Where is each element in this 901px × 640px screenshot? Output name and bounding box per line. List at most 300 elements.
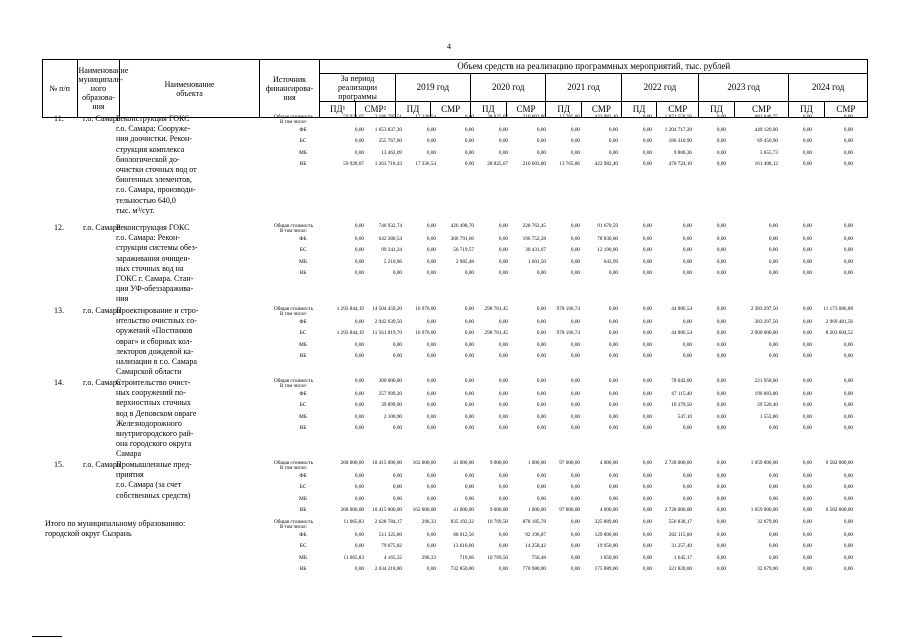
amount-cell: 0,00 [392,495,402,502]
amount-cell: 0,00 [498,247,508,254]
amount-cell: 0,00 [498,235,508,242]
amount-cell: 0,00 [354,149,364,156]
funding-source-label [274,460,332,472]
amount-cell: 0,00 [642,306,652,312]
amount-cell: 10 379,50 [671,402,692,409]
amount-cell: 255 767,80 [378,138,402,145]
amount-cell: 0,00 [354,247,364,254]
object-name-line: струкция системы обез- [116,243,198,253]
amount-cell: 0,00 [768,341,778,348]
amount-cell: 13 765,86 [559,114,580,120]
amount-cell: 0,00 [716,554,726,561]
object-name-line: Строительство очист- [116,378,191,387]
amount-cell: 0,00 [426,402,436,409]
funding-source-label [274,259,332,265]
amount-cell: 0,00 [843,247,853,254]
amount-cell: 0,00 [716,126,726,133]
amount-cell: 0,00 [716,413,726,420]
funding-source-text: Общая стоимость [274,306,314,312]
amount-cell: 0,00 [768,235,778,242]
amount-cell: 0,00 [682,353,692,360]
amount-cell: 0,00 [354,378,364,384]
amount-cell: 0,00 [802,460,812,466]
amount-cell: 228 763,45 [522,223,546,229]
funding-source-text: МБ [299,413,307,420]
funding-source-label [274,414,332,420]
object-name-line: внутригородского рай- [116,429,194,439]
amount-cell: 162 000,00 [412,460,436,466]
amount-cell: 0,00 [464,138,474,145]
funding-source-text: МБ [299,341,307,348]
page-number: 4 [447,42,451,51]
funding-source-label [274,161,332,167]
amount-cell: 202 115,60 [668,531,692,538]
amount-cell: 0,00 [716,330,726,337]
funding-source-row [274,391,868,403]
funding-source-text: БС [299,138,307,145]
year-2019-header: 2019 год [395,74,470,102]
funding-source-row [274,543,868,555]
funding-source-label [274,127,332,133]
funding-source-label [274,507,332,513]
municipality-name: г.о. Самара [83,114,121,123]
year-2021-header: 2021 год [546,74,621,102]
object-name-line: струкция комплекса [116,144,185,154]
amount-cell: 41 000,00 [453,460,474,466]
amount-cell: 10 769,50 [487,519,508,525]
amount-cell: 0,00 [843,126,853,133]
funding-source-row [274,330,868,342]
project-number: 12. [54,223,64,232]
amount-cell: 0,00 [802,543,812,550]
amount-cell: 0,00 [354,425,364,432]
amount-cell: 0,00 [608,425,618,432]
total-cost-row [274,114,868,127]
col-number-header: № п/п [43,60,78,118]
amount-cell: 0,00 [464,402,474,409]
amount-cell: 0,00 [570,318,580,325]
amount-cell: 0,00 [498,566,508,573]
amount-cell: 0,00 [716,138,726,145]
funding-source-text: БС [299,247,307,254]
funding-source-row [274,532,868,544]
funding-source-text: ВБ [299,270,307,277]
subheader-smr: СМР [581,102,621,118]
amount-cell: 0,00 [802,519,812,525]
amount-cell: 0,00 [570,413,580,420]
amount-cell: 29 520,40 [757,402,778,409]
amount-cell: 161 408,12 [754,161,778,168]
amount-cell: 0,00 [802,114,812,120]
amount-cell: 0,00 [843,341,853,348]
amount-cell: 0,00 [464,413,474,420]
funding-source-label [274,543,332,549]
object-name [116,378,266,460]
program-funding-table-header [42,59,868,118]
amount-cell: 0,00 [843,531,853,538]
funding-source-text: ФБ [299,235,307,242]
amount-cell: 0,00 [802,378,812,384]
amount-cell: 0,00 [426,341,436,348]
amount-cell: 257 999,20 [378,390,402,397]
amount-cell: 0,00 [536,390,546,397]
amount-cell: 0,00 [716,460,726,466]
amount-cell: 0,00 [843,258,853,265]
amount-cell: 0,00 [426,247,436,254]
amount-cell: 0,00 [682,258,692,265]
municipality-name: г.о. Самара [83,223,121,232]
amount-cell: 0,00 [464,472,474,479]
amount-cell: 0,00 [768,472,778,479]
amount-cell: 221 958,00 [754,378,778,384]
amount-cell: 0,00 [642,460,652,466]
object-name [116,114,266,216]
funding-source-text: Общая стоимость [274,223,314,229]
amount-cell: 12 190,00 [597,247,618,254]
amount-cell: 0,00 [570,543,580,550]
amount-cell: 878 185,78 [522,519,546,525]
amount-cell: 17 336,54 [415,161,436,168]
amount-cell: 2 034 218,00 [374,566,402,573]
amount-cell: 196 752,28 [522,235,546,242]
amount-cell: 0,00 [716,353,726,360]
year-2023-header: 2023 год [699,74,789,102]
amount-cell: 0,00 [843,554,853,561]
amount-cell: 0,00 [354,341,364,348]
amount-cell: 0,00 [464,126,474,133]
amount-cell: 0,00 [498,531,508,538]
amount-cell: 0,00 [498,341,508,348]
amount-cell: 422 982,40 [594,114,618,120]
amount-cell: 0,00 [570,472,580,479]
amount-cell: 298 701,45 [484,306,508,312]
object-name [116,460,266,501]
amount-cell: 0,00 [464,330,474,337]
amount-cell: 0,00 [642,507,652,514]
amount-cell: 268 000,00 [340,507,364,514]
amount-cell: 0,00 [642,484,652,491]
subheader-pd: ПД [546,102,582,118]
amount-cell: 0,00 [802,138,812,145]
amount-cell: 0,00 [642,126,652,133]
amount-cell: 0,00 [354,235,364,242]
subheader-pd: ПД [789,102,825,118]
amount-cell: 0,00 [354,353,364,360]
amount-cell: 0,00 [716,484,726,491]
amount-cell: 0,00 [426,223,436,229]
amount-cell: 0,00 [608,330,618,337]
amount-cell: 0,00 [716,507,726,514]
amount-cell: 1 601,50 [527,258,546,265]
amount-cell: 0,00 [354,566,364,573]
funding-source-label [274,306,332,318]
amount-cell: 0,00 [536,425,546,432]
funding-source-row [274,259,868,271]
total-cost-row [274,223,868,236]
amount-cell: 0,00 [843,235,853,242]
amount-cell: 0,00 [498,472,508,479]
funding-source-row [274,566,868,578]
amount-cell: 0,00 [498,495,508,502]
amount-cell: 0,00 [608,413,618,420]
amount-cell: 0,00 [642,318,652,325]
amount-cell: 0,00 [642,472,652,479]
amount-cell: 0,00 [642,149,652,156]
amount-cell: 0,00 [843,495,853,502]
amount-cell: 0,00 [426,318,436,325]
funding-rows [274,378,868,437]
amount-cell: 0,00 [536,270,546,277]
amount-cell: 0,00 [843,472,853,479]
amount-cell: 0,00 [642,161,652,168]
total-rows [274,519,868,578]
amount-cell: 0,00 [536,306,546,312]
amount-cell: 0,00 [536,484,546,491]
funding-source-text: Общая стоимость [274,378,314,384]
subheader-pd: ПД [395,102,431,118]
amount-cell: 0,00 [608,495,618,502]
municipality-name: г.о. Самара [83,378,121,387]
amount-cell: 1 000,00 [527,507,546,514]
amount-cell: 9 000,00 [489,507,508,514]
subheader-smr: СМР [431,102,471,118]
amount-cell: 0,00 [536,138,546,145]
amount-cell: 0,00 [570,402,580,409]
object-name-line: ния [116,294,129,304]
amount-cell: 162 000,00 [412,507,436,514]
amount-cell: 0,00 [392,270,402,277]
amount-cell: 0,00 [642,425,652,432]
amount-cell: 0,00 [843,138,853,145]
amount-cell: 17 336,54 [415,114,436,120]
amount-cell: 0,00 [716,223,726,229]
amount-cell: 0,00 [642,258,652,265]
amount-cell: 0,00 [843,402,853,409]
amount-cell: 0,00 [570,531,580,538]
amount-cell: 91 670,59 [597,223,618,229]
amount-cell: 13 610,00 [453,543,474,550]
amount-cell: 511 325,00 [378,531,402,538]
amount-cell: 422 982,40 [594,161,618,168]
funding-source-text: ФБ [299,390,307,397]
funding-source-text: ВБ [299,566,307,573]
amount-cell: 19 950,00 [597,543,618,550]
amount-cell: 2 969 481,56 [825,318,853,325]
amount-cell: 0,00 [464,341,474,348]
amount-cell: 0,00 [570,425,580,432]
amount-cell: 0,00 [768,543,778,550]
object-name-line: г.о. Самара: Сооруже- [116,124,191,134]
object-name-line: Реконструкция ГОКС [116,114,190,123]
object-name-line: оружений «Постников [116,326,193,336]
amount-cell: 0,00 [464,149,474,156]
volume-header: Объем средств на реализацию программных мероприятий, тыс. рублей [320,60,868,74]
amount-cell: 0,00 [498,390,508,397]
amount-cell: 28 825,67 [487,114,508,120]
project-number: 11. [54,114,64,123]
amount-cell: 0,00 [536,402,546,409]
amount-cell: 44 806,54 [671,306,692,312]
amount-cell: 2 985,48 [455,258,474,265]
funding-source-row [274,138,868,150]
amount-cell: 0,00 [608,126,618,133]
amount-cell: 11 173 086,08 [823,306,853,312]
subheader-pd: ПД [621,102,657,118]
amount-cell: 0,00 [608,390,618,397]
amount-cell: 0,00 [608,402,618,409]
amount-cell: 97 000,00 [559,460,580,466]
amount-cell: 426 498,70 [450,223,474,229]
object-name-line: очистки сточных вод от [116,165,197,175]
object-name-line: нализации в г.о. Самара [116,357,197,367]
amount-cell: 0,00 [498,138,508,145]
year-2024-header: 2024 год [789,74,868,102]
amount-cell: 31 257,40 [671,543,692,550]
amount-cell: 0,00 [498,223,508,229]
subheader-pd: ПД¹ [320,102,356,118]
amount-cell: 0,00 [464,270,474,277]
amount-cell: 0,00 [426,126,436,133]
amount-cell: 978 166,74 [556,330,580,337]
amount-cell: 300 000,00 [378,378,402,384]
amount-cell: 4 000,00 [599,460,618,466]
funding-source-text: В том числе: [280,312,308,317]
amount-cell: 0,00 [802,554,812,561]
amount-cell: 1 059 000,00 [750,460,778,466]
amount-cell: 0,00 [642,330,652,337]
funding-source-row [274,127,868,139]
funding-source-label [274,236,332,242]
amount-cell: 0,00 [802,531,812,538]
col-object-header: Наименование объекта [120,60,259,118]
funding-source-text: В том числе: [280,229,308,234]
object-name-line: г.о. Самара (за счет [116,480,182,490]
amount-cell: 0,00 [392,353,402,360]
amount-cell: 2 000 000,00 [750,330,778,337]
funding-source-text: В том числе: [280,384,308,389]
funding-source-label [274,402,332,408]
amount-cell: 325 889,00 [594,519,618,525]
amount-cell: 0,00 [498,353,508,360]
amount-cell: 0,00 [802,566,812,573]
subheader-smr: СМР [657,102,699,118]
subheader-pd: ПД [471,102,507,118]
funding-source-text: БС [299,484,307,491]
amount-cell: 3 186 785,51 [374,114,402,120]
amount-cell: 0,00 [464,484,474,491]
object-name-line: приятия [116,470,144,480]
amount-cell: 0,00 [608,341,618,348]
amount-cell: 0,00 [642,543,652,550]
amount-cell: 0,00 [768,554,778,561]
amount-cell: 1 263 718,43 [374,161,402,168]
col-source-header: Источник финансирова- ния [259,60,320,118]
amount-cell: 0,00 [354,472,364,479]
amount-cell: 0,00 [354,126,364,133]
funding-source-label [274,138,332,144]
funding-rows [274,114,868,173]
funding-source-text: ФБ [299,318,307,325]
funding-source-text: Общая стоимость [274,519,314,525]
amount-cell: 210 603,80 [522,114,546,120]
amount-cell: 0,00 [426,566,436,573]
amount-cell: 0,00 [464,425,474,432]
amount-cell: 0,00 [570,223,580,229]
object-name-line: ния доочистки. Рекон- [116,134,192,144]
amount-cell: 0,00 [802,425,812,432]
funding-source-label [274,353,332,359]
amount-cell: 0,00 [642,531,652,538]
amount-cell: 190 883,80 [754,390,778,397]
amount-cell: 0,00 [843,353,853,360]
amount-cell: 0,00 [843,484,853,491]
amount-cell: 0,00 [426,531,436,538]
amount-cell: 1 653 837,20 [374,126,402,133]
amount-cell: 0,00 [354,531,364,538]
amount-cell: 0,00 [642,554,652,561]
funding-source-label [274,566,332,572]
amount-cell: 2 728 000,00 [664,460,692,466]
amount-cell: 0,00 [464,318,474,325]
funding-source-label [274,532,332,538]
amount-cell: 0,00 [426,258,436,265]
amount-cell: 0,00 [464,378,474,384]
funding-source-label [274,519,332,531]
amount-cell: 0,00 [570,247,580,254]
amount-cell: 0,00 [682,223,692,229]
amount-cell: 268 000,00 [340,460,364,466]
amount-cell: 0,00 [426,425,436,432]
object-name-line: лекторов дождевой ка- [116,346,194,356]
amount-cell: 0,00 [843,519,853,525]
amount-cell: 0,00 [426,413,436,420]
amount-cell: 0,00 [354,413,364,420]
amount-cell: 321 820,00 [668,566,692,573]
object-name-line: Железнодорожного [116,418,182,428]
project-number: 15. [54,460,64,469]
amount-cell: 0,00 [426,495,436,502]
amount-cell: 0,00 [802,126,812,133]
amount-cell: 0,00 [802,402,812,409]
funding-source-text: МБ [299,258,307,265]
amount-cell: 0,00 [570,519,580,525]
amount-cell: 0,00 [768,247,778,254]
amount-cell: 0,00 [642,413,652,420]
amount-cell: 41 000,00 [453,507,474,514]
period-header: За период реализации программы [320,74,395,102]
amount-cell: 0,00 [716,472,726,479]
year-2020-header: 2020 год [471,74,546,102]
amount-cell: 14 258,42 [525,543,546,550]
funding-source-label [274,223,332,235]
amount-cell: 0,00 [392,472,402,479]
amount-cell: 0,00 [802,353,812,360]
object-name-line: верхностных сточных [116,398,191,408]
funding-rows [274,223,868,282]
amount-cell: 0,00 [536,495,546,502]
amount-cell: 210 603,80 [522,161,546,168]
object-name-line: биологической до- [116,154,180,164]
amount-cell: 0,00 [570,378,580,384]
amount-cell: 0,00 [498,413,508,420]
amount-cell: 0,00 [608,270,618,277]
amount-cell: 0,00 [392,425,402,432]
amount-cell: 681 640,75 [754,114,778,120]
amount-cell: 0,00 [464,390,474,397]
amount-cell: 0,00 [536,330,546,337]
amount-cell: 8 203 604,52 [825,330,853,337]
amount-cell: 643,99 [603,258,618,265]
